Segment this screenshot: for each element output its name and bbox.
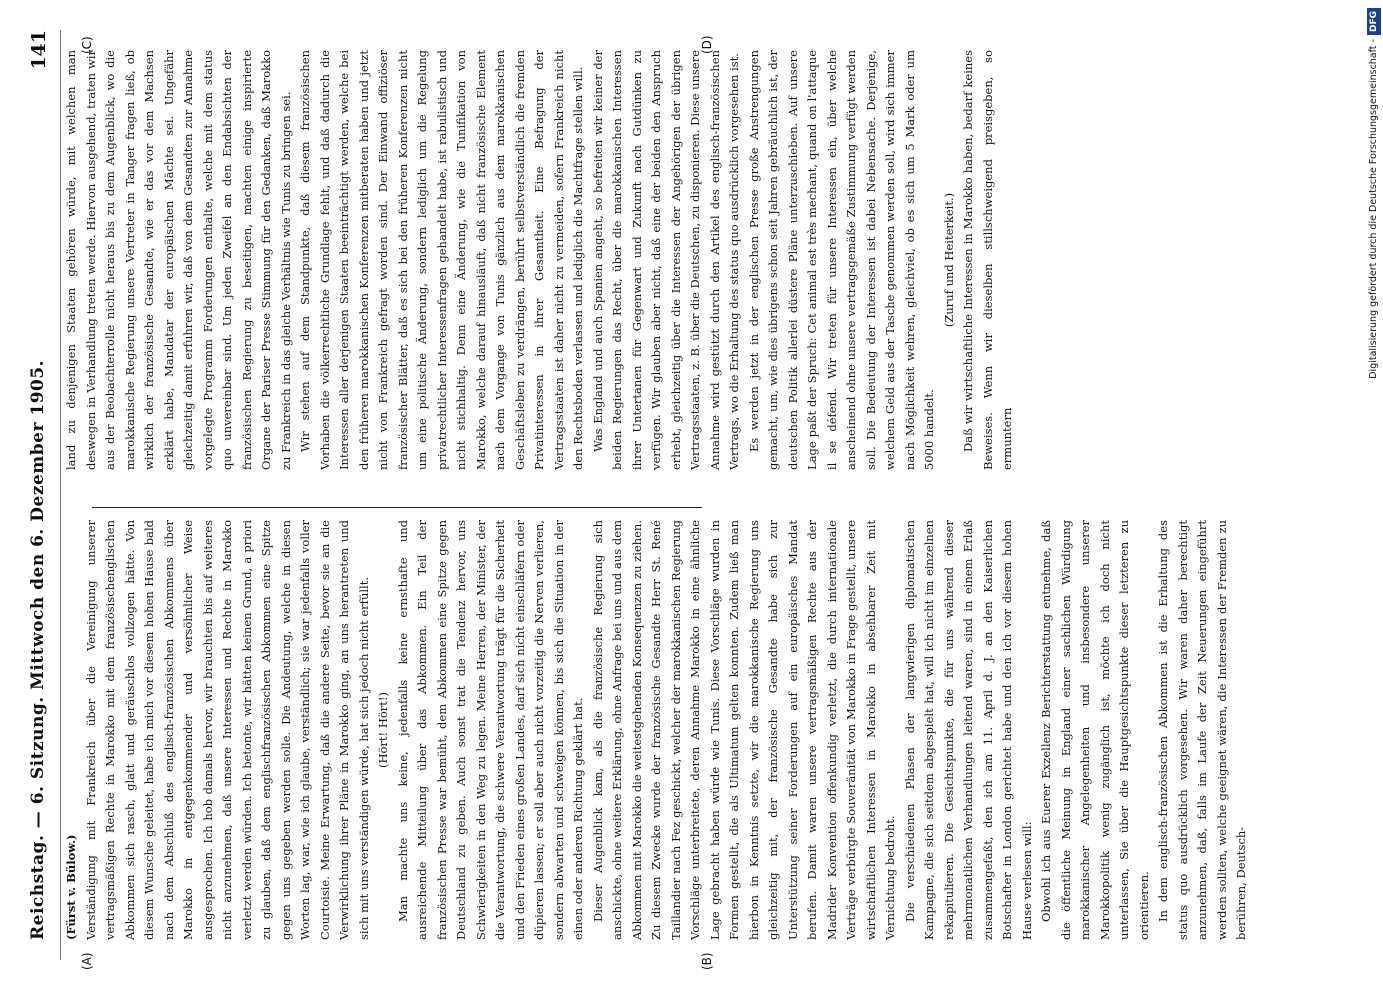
interjection: (Hört! Hört!) [376,692,390,769]
right-column [62,50,1018,470]
margin-marker-c: (C) [80,36,94,54]
speaker-label: (Fürst v. Bülow.) [64,834,78,940]
paragraph: In dem englisch-französischen Abkommen ist die Erhaltung des status quo ausdrücklich vorgesehen. Wir waren daher berechtigt anzunehmen, daß, falls im Laufe der Zeit Neuerungen eingeführt werden sollten, welche geeignet wären, die Interessen der Fremden zu berühren, Deutsch- [1156,520,1248,940]
paragraph: Obwohl ich aus Euerer Exzellenz Berichterstattung entnehme, daß die öffentliche Meinung in England einer sachlichen Würdigung marokkanischer Angelegenheiten und insbesondere unserer Marokkopolitik wenig zugänglich ist, möchte ich doch nicht unterlassen, Sie über die Hauptgesichtspunkte dieser letzteren zu orientieren. [1039,520,1151,940]
left-column [62,520,1252,940]
dfg-logo: DFG [1367,8,1381,35]
margin-marker-d: (D) [700,35,714,54]
paragraph: Man machte uns keine, jedenfalls keine ernsthafte und ausreichende Mitteilung über das Abkommen. Ein Teil der französischen Presse war bemüht, dem Abkommen eine Spitze gegen Deutschland zu geben. Auch sonst trat die Tendenz hervor, uns Schwierigkeiten in den Weg zu legen. Meine Herren, der Minister, der die Verantwortung, die schwere Verantwortung trägt für die Sicherheit und den Frieden eines großen Landes, darf sich nicht einschläfern oder düpieren lassen; er soll aber auch nicht vorzeitig die Nerven verlieren, sondern abwarten und schweigen können, bis sich die Situation in der einen oder anderen Richtung geklärt hat. [395,520,585,940]
paragraph: Es werden jetzt in der englischen Presse große Anstrengungen gemacht, um, wie dies übrigens schon seit Jahren gebräuchlich ist, der deutschen Politik allerlei düstere Pläne unterzuschieben. Auf unsere Lage paßt der Spruch: Cet animal est très mechant, quand on l'attaque il se défend. Wir treten für unsere Interessen ein, über welche anscheinend ohne unsere vertragsgemäße Zustimmung verfügt werden soll. Die Bedeutung der Interessen ist dabei Nebensache. Derjenige, welchem Geld aus der Tasche genommen werden soll, wird sich immer nach Möglichkeit wehren, gleichviel, ob es sich um 5 Mark oder um 5000 handelt. [746,50,936,470]
page-number: 141 [28,30,50,70]
page-header [26,30,62,960]
margin-marker-a: (A) [80,952,94,970]
paragraph: Die verschiedenen Phasen der langwierigen diplomatischen Kampagne, die sich seitdem abgespielt hat, will ich nicht im einzelnen rekapitulieren. Die Gesichtspunkte, die für uns während dieser mehrmonatlichen Verhandlungen leitend waren, sind in einem Erlaß zusammengefaßt, den ich am 11. April d. J. an den Kaiserlichen Botschafter in London gerichtet habe und den ich vor diesem hohen Hause verlesen will: [902,520,1034,940]
digitization-credit [1367,0,1381,1000]
column-divider [92,507,702,508]
page-title: Reichstag. — 6. Sitzung. Mittwoch den 6. Dezember 1905. [28,359,48,940]
paragraph: Verständigung mit Frankreich über die Vereinigung unserer vertragsmäßigen Rechte in Marokko mit dem französischenglischen Abkommen sich rasch, glatt und geräuschlos vollzogen hätte. Von diesem Wunsche geleitet, habe ich mich vor diesem hohen Hause bald nach dem Abschluß des englisch-französischen Abkommens über Marokko in entgegenkommender und versöhnlicher Weise ausgesprochen. Ich hob damals hervor, wir brauchten bis auf weiteres nicht anzunehmen, daß unsere Interessen und Rechte in Marokko verletzt werden würden. Ich betonte, wir hätten keinen Grund, a priori zu glauben, daß dem englischfranzösischen Abkommen eine Spitze gegen uns gegeben werden solle. Die Andeutung, welche in diesen Worten lag, war, wie ich glaube, verständlich; sie war jedenfalls voller Courtoisie. Meine Erwartung, daß die andere Seite, bevor sie an die Verwirklichung ihrer Pläne in Marokko ging, an uns herantreten und sich mit uns verständigen würde, hat sich jedoch nicht erfüllt. [83,520,371,940]
interjection: (Zuruf und Heiterkeit.) [941,192,956,328]
paragraph: Daß wir wirtschaftliche Interessen in Marokko haben, bedarf keines Beweises. Wenn wir dieselben stillschweigend preisgeben, so ermuntern [961,50,1014,470]
paragraph: Wir stehen auf dem Standpunkte, daß diesem französischen Vorhaben die völkerrechtliche Grundlage fehlt, und daß dadurch die Interessen aller derjenigen Staaten beeinträchtigt werden, welche bei den früheren marokkanischen Konferenzen mitberaten haben und jetzt nicht von Frankreich gefragt worden sind. Der Einwand offiziöser französischer Blätter, daß es sich bei den früheren Konferenzen nicht um eine politische Änderung, sondern lediglich um die Regelung privatrechtlicher Interessenfragen gehandelt habe, ist rabulistisch und nicht stichhaltig. Denn eine Änderung, wie die Tunifikation von Marokko, welche darauf hinausläuft, daß nicht französische Element nach dem Vorgange von Tunis gänzlich aus dem marokkanischen Geschäftsleben zu verdrängen, berührt selbstverständlich die fremden Privatinteressen in ihrer Gesamtheit. Eine Befragung der Vertragsstaaten ist daher nicht zu vermeiden, sofern Frankreich nicht den Rechtsboden verlassen und lediglich die Machtfrage stellen will. [298,50,585,470]
paragraph: land zu denjenigen Staaten gehören würde, mit welchen man deswegen in Verhandlung treten werde. Hiervon ausgehend, traten wir aus der Beobachterrolle nicht heraus bis zu dem Augenblick, wo die marokkanische Regierung unsere Vertreter in Tanger fragen ließ, ob wirklich der französische Gesandte, wie er das vor dem Machsen erklärt habe, Mandatar der europäischen Mächte sei. Ungefähr gleichzeitig damit erfuhren wir, daß von dem Gesandten zur Annahme vorgelegte Programm Forderungen enthalte, welche mit dem status quo unvereinbar sind. Um jeden Zweifel an den Endabsichten der französischen Regierung zu beseitigen, machten einige inspirierte Organe der Pariser Presse Stimmung für den Gedanken, daß Marokko zu Frankreich in das gleiche Verhältnis wie Tunis zu bringen sei. [64,50,293,470]
paragraph: Was England und auch Spanien angeht, so befreiten wir keiner der beiden Regierungen das Recht, über die marokkanischen Interessen ihrer Untertanen für Gegenwart und Zukunft nach Gutdünken zu verfügen. Wir glauben aber nicht, daß eine der beiden den Anspruch erhebt, gleichzeitig über die Interessen der Angehörigen der übrigen Vertragsstaaten, z. B. über die Deutschen, zu disponieren. Diese unsere Annahme wird gestützt durch den Artikel des englisch-französischen Vertrags, wo die Erhaltung des status quo ausdrücklich vorgesehen ist. [590,49,741,470]
paragraph: Dieser Augenblick kam, als die französische Regierung sich anschickte, ohne weitere Erklärung, ohne Anfrage bei uns und aus dem Abkommen mit Marokko die weitestgehenden Konsequenzen zu ziehen. Zu diesem Zwecke wurde der französische Gesandte Herr St. René Taillandier nach Fez geschickt, welcher der marokkanischen Regierung Vorschläge unterbreitete, deren Annahme Marokko in eine ähnliche Lage gebracht haben würde wie Tunis. Diese Vorschläge wurden in Formen gestellt, die als Ultimatum gelten konnten. Zudem ließ man hierbon in Kenntnis setzte, wir die marokkanische Regierung uns gleichzeitig mit, der französische Gesandte habe sich zur Unterstützung seiner Forderungen auf ein europäisches Mandat berufen. Damit waren unsere vertragsmäßigen Rechte aus der Madrider Konvention offenkundig verletzt, die durch internationale Verträge verbürgte Souveränität von Marokko in Frage gestellt, unsere wirtschaftlichen Interessen in Marokko in absehbarer Zeit mit Vernichtung bedroht. [590,520,897,940]
header-rule [60,30,61,960]
credit-text: Digitalisierung gefördert durch die Deutsche Forschungsgemeinschaft - [1368,39,1379,379]
margin-marker-b: (B) [700,952,714,970]
